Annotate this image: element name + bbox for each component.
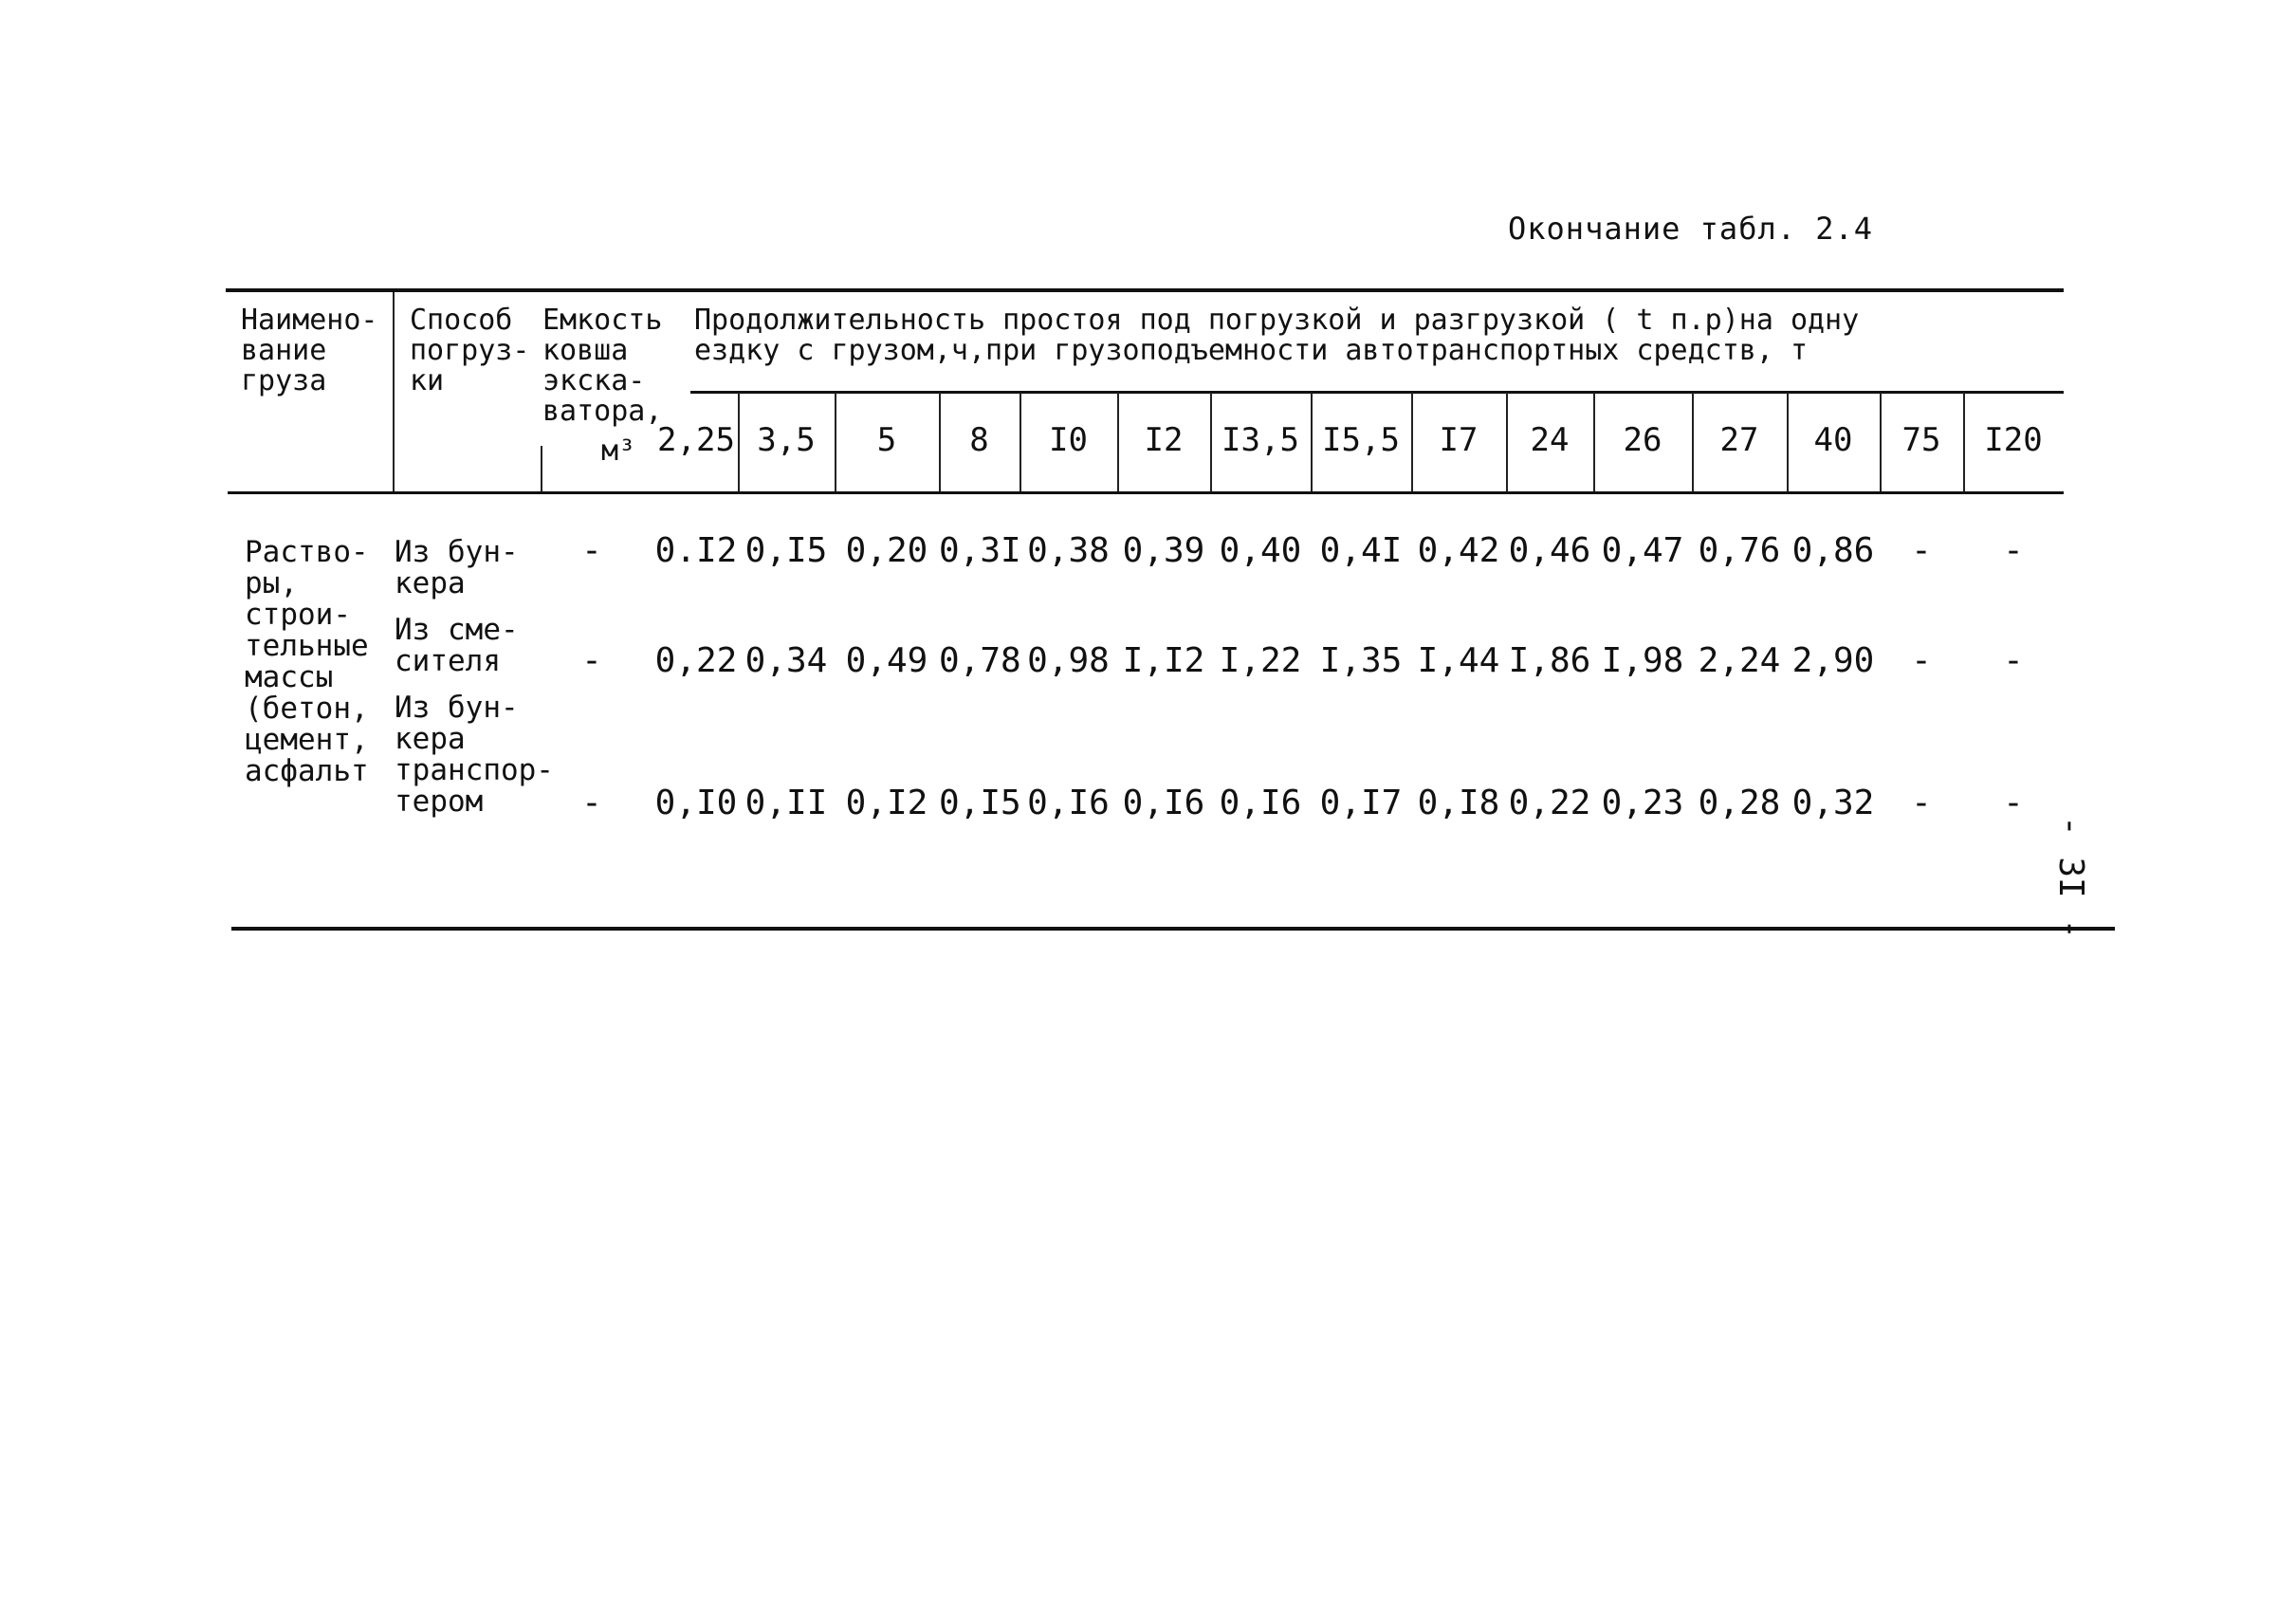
capacity-header-rule [690,391,2064,394]
value-cell: 0,II [744,784,828,822]
value-cell: I,22 [1219,641,1302,680]
value-cell: 0,I6 [1027,784,1110,822]
value-cell: 0,I7 [1319,784,1403,822]
value-cell: 2,90 [1791,641,1875,680]
table-top-rule [226,288,2064,292]
value-cell: 0,I5 [744,531,828,570]
value-cell: 0,39 [1122,531,1205,570]
bucket-cell: - [581,641,602,680]
value-cell: 0,86 [1791,531,1875,570]
value-cell: 0,22 [654,641,738,680]
value-cell: - [2003,784,2024,822]
value-cell: 0,46 [1508,531,1591,570]
capacity-header-cell: 5 [876,421,897,459]
value-cell: 0,3I [939,531,1021,570]
loading-method-header: Способ погруз- ки [410,304,530,397]
bucket-capacity-header: Емкость ковша экска- ватора, [542,304,663,428]
capacity-header-cell: I7 [1439,421,1479,459]
value-cell: - [1911,641,1932,680]
value-cell: 0,98 [1027,641,1110,680]
capacity-header-cell: 75 [1901,421,1941,459]
value-cell: 0,38 [1027,531,1110,570]
value-cell: 0,42 [1417,531,1500,570]
value-cell: - [1911,531,1932,570]
capacity-header-cell: 40 [1813,421,1853,459]
value-cell: I,86 [1508,641,1591,680]
loading-method-cell: Из сме- сителя [395,613,519,678]
value-cell: I,98 [1601,641,1684,680]
loading-method-cell: Из бун- кера транспор- тером [395,691,554,819]
capacity-header-cell: 2,25 [657,421,735,459]
bucket-unit: м³ [601,434,636,468]
value-cell: 0,76 [1698,531,1781,570]
value-cell: 0,4I [1319,531,1403,570]
value-cell: 0,34 [744,641,828,680]
value-cell: 0,49 [845,641,928,680]
value-cell: 0,I6 [1219,784,1302,822]
header-bottom-rule [228,491,2064,494]
capacity-header-cell: I3,5 [1221,421,1299,459]
value-cell: 0,28 [1698,784,1781,822]
bucket-cell: - [581,531,602,570]
capacity-header-cell: 3,5 [757,421,816,459]
header-divider [393,292,395,491]
value-cell: 2,24 [1698,641,1781,680]
capacity-header-cell: 24 [1530,421,1570,459]
capacity-header-cell: 27 [1719,421,1759,459]
loading-method-cell: Из бун- кера [395,535,519,600]
value-cell: 0,I2 [845,784,928,822]
value-cell: 0,78 [939,641,1021,680]
value-cell: - [2003,641,2024,680]
cargo-name-cell: Раство- ры, строи- тельные массы (бетон, цемент, асфальт [245,535,369,788]
value-cell: I,35 [1319,641,1403,680]
value-cell: I,44 [1417,641,1500,680]
cargo-name-header: Наимено- вание груза [241,304,378,397]
value-cell: 0.I2 [654,531,738,570]
value-cell: 0,I6 [1122,784,1205,822]
capacity-header-cell: I0 [1049,421,1088,459]
page-number: - 3I - [2051,816,2090,940]
capacity-header-cell: I5,5 [1322,421,1400,459]
value-cell: 0,23 [1601,784,1684,822]
value-cell: 0,I0 [654,784,738,822]
bucket-cell: - [581,784,602,822]
value-cell: I,I2 [1122,641,1205,680]
capacity-header-cell: I2 [1144,421,1184,459]
capacity-header-cell: 8 [969,421,989,459]
value-cell: - [2003,531,2024,570]
value-cell: 0,47 [1601,531,1684,570]
value-cell: - [1911,784,1932,822]
value-cell: 0,I5 [939,784,1021,822]
table-caption: Окончание табл. 2.4 [1508,211,1874,247]
table-bottom-rule [231,927,2115,931]
value-cell: 0,40 [1219,531,1302,570]
duration-header: Продолжительность простоя под погрузкой и разгрузкой ( t п.р)на одну ездку с грузом,ч,при грузоподъемности автотранспортных средств, т [694,304,1860,367]
value-cell: 0,I8 [1417,784,1500,822]
value-cell: 0,20 [845,531,928,570]
value-cell: 0,32 [1791,784,1875,822]
value-cell: 0,22 [1508,784,1591,822]
capacity-header-cell: I20 [1984,421,2043,459]
header-divider [541,446,542,491]
capacity-header-cell: 26 [1623,421,1662,459]
